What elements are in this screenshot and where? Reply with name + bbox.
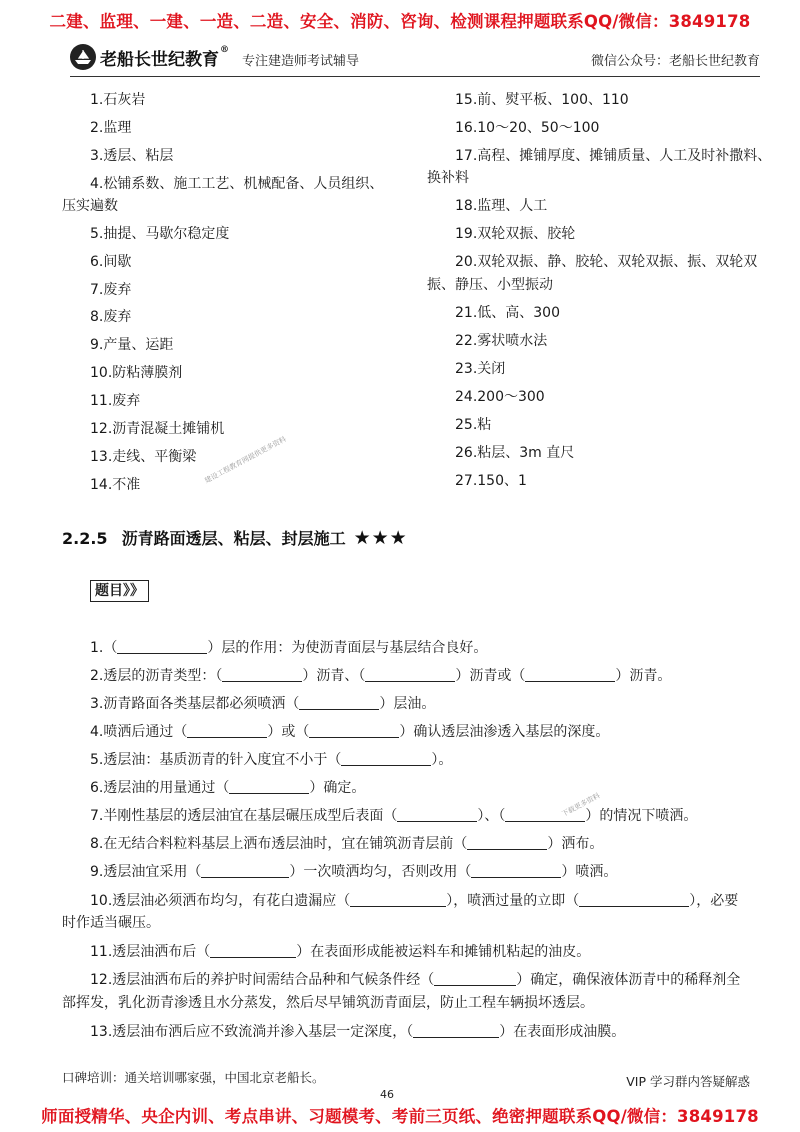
answer-blank[interactable] (187, 722, 267, 738)
answer-blank[interactable] (201, 862, 289, 878)
answer-left-6: 6.间歇 (90, 254, 132, 270)
answer-blank[interactable] (434, 970, 516, 986)
answer-blank[interactable] (505, 806, 585, 822)
watermark: 建设工程教育网提供更多资料 (203, 435, 288, 485)
answer-left-11: 11.废弃 (90, 393, 141, 409)
answer-blank[interactable] (341, 750, 431, 766)
answer-left-4-cont: 压实遍数 (62, 198, 118, 214)
star-rating: ★★★ (353, 527, 408, 549)
answer-right-18: 18.监理、人工 (455, 198, 548, 214)
logo (70, 44, 229, 70)
answer-right-16: 16.10～20、50～100 (455, 120, 600, 136)
answer-blank[interactable] (210, 942, 296, 958)
section-title (62, 526, 408, 549)
ship-icon (70, 44, 96, 70)
answer-left-10: 10.防粘薄膜剂 (90, 365, 183, 381)
section-number: 2.2.5 (62, 529, 108, 548)
question-7: 7.半刚性基层的透层油宜在基层碾压成型后表面（ ）、（ ）的情况下喷洒。 (90, 808, 698, 824)
answer-right-24: 24.200～300 (455, 389, 545, 405)
question-8: 8.在无结合料粒料基层上洒布透层油时，宜在铺筑沥青层前（ ）洒布。 (90, 836, 604, 852)
answer-right-23: 23.关闭 (455, 361, 506, 377)
answer-blank[interactable] (397, 806, 477, 822)
answer-blank[interactable] (222, 666, 302, 682)
answer-blank[interactable] (299, 694, 379, 710)
question-10-cont: 时作适当碾压。 (62, 915, 160, 931)
answer-left-14: 14.不准 (90, 477, 141, 493)
question-12-cont: 部挥发，乳化沥青渗透且水分蒸发，然后尽早铺筑沥青面层，防止工程车辆损坏透层。 (62, 995, 594, 1011)
answer-left-8: 8.废弃 (90, 309, 132, 325)
answer-right-26: 26.粘层、3m 直尺 (455, 445, 575, 461)
answer-blank[interactable] (471, 862, 561, 878)
questions-tag: 题目》》 (90, 580, 149, 602)
answer-blank[interactable] (413, 1022, 499, 1038)
answer-right-25: 25.粘 (455, 417, 492, 433)
answer-right-15: 15.前、熨平板、100、110 (455, 92, 629, 108)
question-3: 3.沥青路面各类基层都必须喷洒（ ）层油。 (90, 696, 436, 712)
footer-slogan: 口碑培训：通关培训哪家强，中国北京老船长。 (62, 1070, 325, 1085)
page-header (70, 40, 760, 77)
question-11: 11.透层油洒布后（ ）在表面形成能被运料车和摊铺机粘起的油皮。 (90, 944, 591, 960)
header-wechat: 微信公众号：老船长世纪教育 (590, 54, 760, 69)
page-number: 46 (380, 1088, 394, 1101)
logo-text: 老船长世纪教育® (100, 44, 229, 70)
question-6: 6.透层油的用量通过（ ）确定。 (90, 780, 366, 796)
question-1: 1.（ ）层的作用：为使沥青面层与基层结合良好。 (90, 640, 488, 656)
answer-left-1: 1.石灰岩 (90, 92, 146, 108)
question-13: 13.透层油布洒后应不致流淌并渗入基层一定深度，（ ）在表面形成油膜。 (90, 1024, 626, 1040)
answer-left-12: 12.沥青混凝土摊铺机 (90, 421, 225, 437)
question-12: 12.透层油洒布后的养护时间需结合品种和气候条件经（ ）确定，确保液体沥青中的稀释剂全 (90, 972, 741, 988)
answer-right-17: 17.高程、摊铺厚度、摊铺质量、人工及时补撒料、 (455, 148, 772, 164)
promo-banner-bottom: 师面授精华、央企内训、考点串讲、习题模考、考前三页纸、绝密押题联系QQ/微信：3849178 (41, 1107, 759, 1126)
answer-blank[interactable] (525, 666, 615, 682)
answer-blank[interactable] (309, 722, 399, 738)
answer-blank[interactable] (350, 891, 446, 907)
answer-right-20: 20.双轮双振、静、胶轮、双轮双振、振、双轮双 (455, 254, 758, 270)
answer-right-19: 19.双轮双振、胶轮 (455, 226, 576, 242)
answer-left-9: 9.产量、运距 (90, 337, 174, 353)
section-heading: 沥青路面透层、粘层、封层施工 (121, 529, 346, 548)
question-9: 9.透层油宜采用（ ）一次喷洒均匀，否则改用（ ）喷洒。 (90, 864, 618, 880)
footer-vip-note: VIP 学习群内答疑解惑 (626, 1074, 750, 1089)
header-tagline: 专注建造师考试辅导 (242, 54, 360, 69)
question-10: 10.透层油必须洒布均匀，有花白遗漏应（ ），喷洒过量的立即（ ），必要 (90, 893, 739, 909)
answer-right-22: 22.雾状喷水法 (455, 333, 548, 349)
question-5: 5.透层油：基质沥青的针入度宜不小于（ ）。 (90, 752, 453, 768)
answer-blank[interactable] (467, 834, 547, 850)
answer-right-21: 21.低、高、300 (455, 305, 560, 321)
answer-right-27: 27.150、1 (455, 473, 527, 489)
answer-blank[interactable] (229, 778, 309, 794)
answer-blank[interactable] (117, 638, 207, 654)
answer-left-4: 4.松铺系数、施工工艺、机械配备、人员组织、 (90, 176, 384, 192)
answer-left-7: 7.废弃 (90, 282, 132, 298)
answer-left-13: 13.走线、平衡梁 (90, 449, 197, 465)
promo-banner-top: 二建、监理、一建、一造、二造、安全、消防、咨询、检测课程押题联系QQ/微信：3849178 (49, 12, 751, 31)
answer-left-3: 3.透层、粘层 (90, 148, 174, 164)
answer-blank[interactable] (365, 666, 455, 682)
watermark: 下载更多资料 (560, 791, 602, 819)
answer-blank[interactable] (579, 891, 689, 907)
answer-left-5: 5.抽提、马歇尔稳定度 (90, 226, 230, 242)
answer-right-17-cont: 换补料 (427, 170, 469, 186)
question-2: 2.透层的沥青类型：（ ）沥青、（ ）沥青或（ ）沥青。 (90, 668, 672, 684)
question-4: 4.喷洒后通过（ ）或（ ）确认透层油渗透入基层的深度。 (90, 724, 610, 740)
answer-right-20-cont: 振、静压、小型振动 (427, 277, 553, 293)
answer-left-2: 2.监理 (90, 120, 132, 136)
